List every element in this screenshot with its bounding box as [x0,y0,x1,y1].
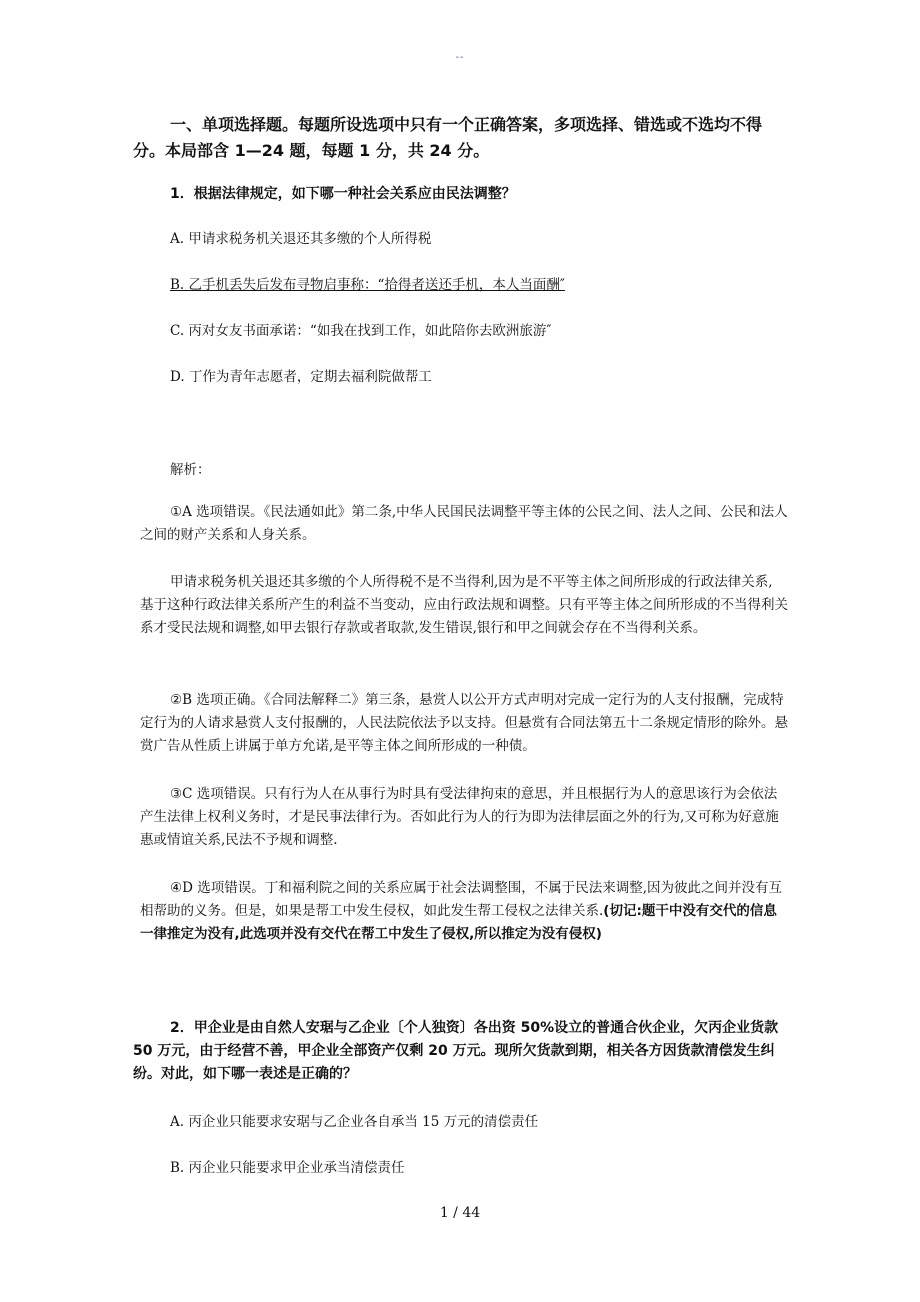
analysis-paragraph-a-detail: 甲请求税务机关退还其多缴的个人所得税不是不当得利,因为是不平等主体之间所形成的行政法律关系, 基于这种行政法律关系所产生的利益不当变动，应由行政法规和调整。只有平等主体之间所形成的不当得利关系才受民法规和调整,如甲去银行存款或者取款,发生错误,银行和甲之间就会存在不当得利关系。 [140,574,788,636]
question-2-option-b: B. 丙企业只能要求甲企业承当清偿责任 [170,1160,405,1176]
question-2-stem: 2．甲企业是由自然人安琚与乙企业〔个人独资〕各出资 50%设立的普通合伙企业，欠丙企业货款 50 万元，由于经营不善，甲企业全部资产仅剩 20 万元。现所欠货款到期，相关各方因货款清偿发生纠纷。对此，如下哪一表述是正确的？ [133,1020,779,1082]
analysis-paragraph-b: ②B 选项正确。《合同法解释二》第三条，悬赏人以公开方式声明对完成一定行为的人支付报酬，完成特定行为的人请求悬赏人支付报酬的，人民法院依法予以支持。但悬赏有合同法第五十二条规定情形的除外。悬赏广告从性质上讲属于单方允诺,是平等主体之间所形成的一种债。 [140,692,788,754]
analysis-paragraph-c: ③C 选项错误。只有行为人在从事行为时具有受法律拘束的意思，并且根据行为人的意思该行为会依法产生法律上权利义务时，才是民事法律行为。否如此行为人的行为即为法律层面之外的行为,又可称为好意施惠或情谊关系,民法不予规和调整. [140,786,779,848]
question-2-option-a: A. 丙企业只能要求安琚与乙企业各自承当 15 万元的清偿责任 [170,1114,539,1130]
analysis-paragraph-d-note: (切记:题干中没有交代的信息一律推定为没有,此选项并没有交代在帮工中发生了侵权,所以推定为没有侵权) [140,903,777,942]
question-1-option-c: C. 丙对女友书面承诺：“如我在找到工作，如此陪你去欧洲旅游″ [170,323,552,339]
question-1-option-d: D. 丁作为青年志愿者，定期去福利院做帮工 [170,369,432,385]
analysis-paragraph-a: ①A 选项错误。《民法通如此》第二条,中华人民国民法调整平等主体的公民之间、法人之间、公民和法人之间的财产关系和人身关系。 [140,504,788,543]
header-mark: -- [455,52,465,63]
analysis-paragraph-d [140,877,790,946]
question-1-option-a: A. 甲请求税务机关退还其多缴的个人所得税 [170,231,432,247]
section-title: 一、单项选择题。每题所设选项中只有一个正确答案，多项选择、错选或不选均不得分。本局部含 1—24 题，每题 1 分，共 24 分。 [133,115,763,160]
analysis-label: 解析： [170,462,211,478]
page-number: 1 / 44 [439,1205,481,1221]
question-1-stem: 1．根据法律规定，如下哪一种社会关系应由民法调整？ [170,186,516,202]
question-1-option-b: B. 乙手机丢失后发布寻物启事称：“拾得者送还手机，本人当面酬″ [170,277,565,293]
analysis-paragraph-d-text: ④D 选项错误。丁和福利院之间的关系应属于社会法调整围，不属于民法来调整,因为彼此之间并没有互相帮助的义务。但是，如果是帮工中发生侵权，如此发生帮工侵权之法律关系. [140,880,783,919]
